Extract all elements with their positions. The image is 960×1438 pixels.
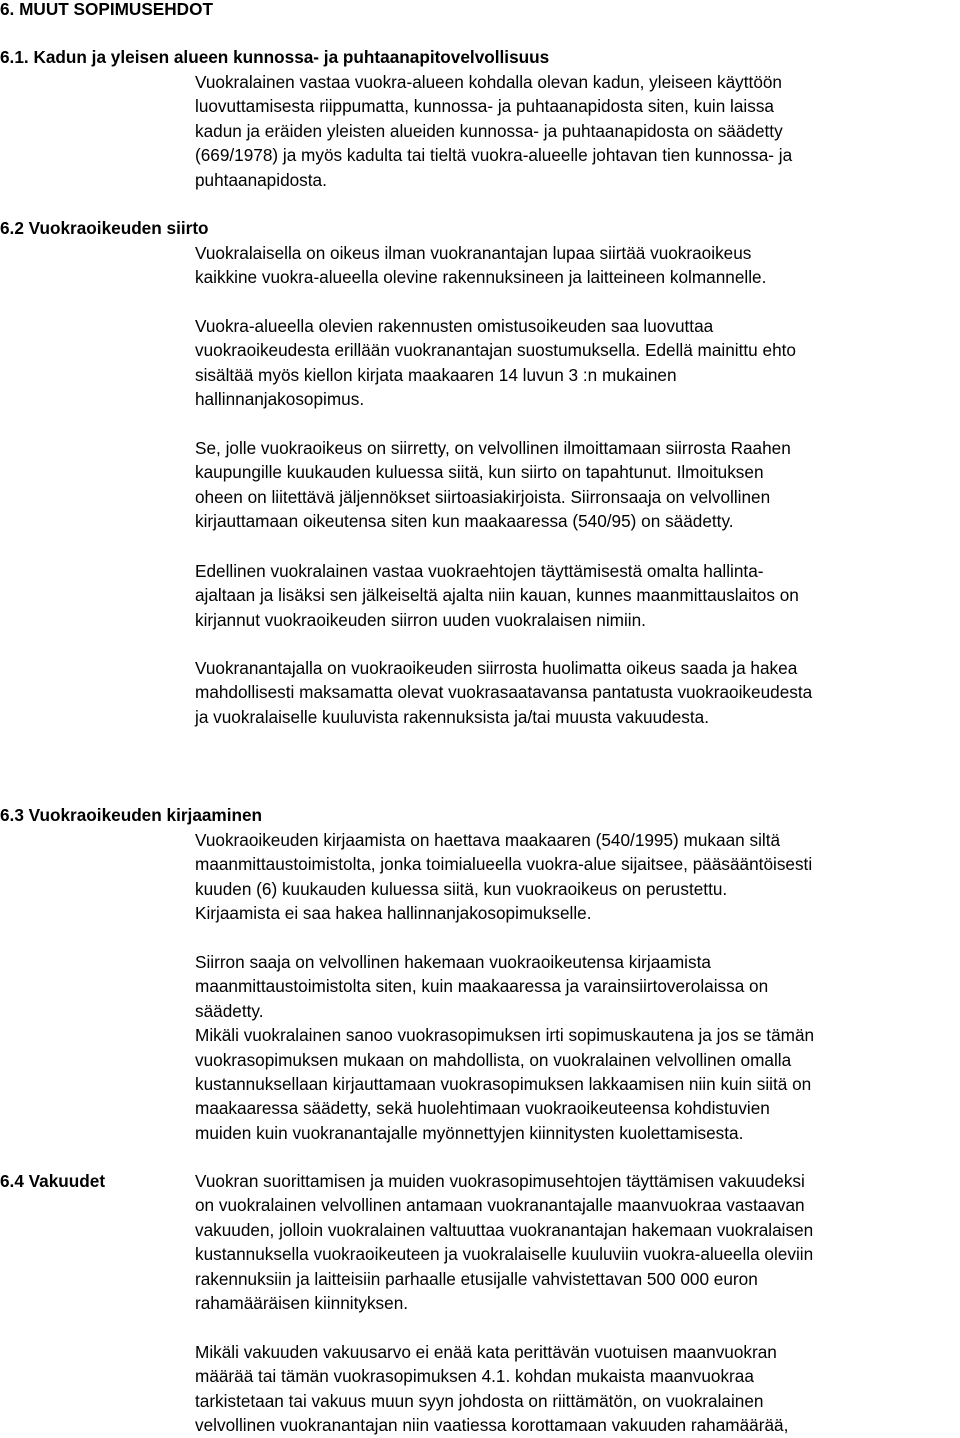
paragraph-6-2-4 [195,559,960,632]
text-line: kadun ja eräiden yleisten alueiden kunnossa- ja puhtaanapidosta on säädetty [195,120,783,141]
text-line: kaikkine vuokra-alueella olevine rakennuksineen ja laitteineen kolmannelle. [195,267,767,288]
text-line: Mikäli vuokralainen sanoo vuokrasopimuksen irti sopimuskautena ja jos se tämän [195,1025,815,1046]
text-line: hallinnanjakosopimus. [195,389,365,410]
text-line: vuokraoikeudesta erillään vuokranantajan suostumuksella. Edellä mainittu ehto [195,340,796,361]
text-line: vuokrasopimuksen mukaan on mahdollista, on vuokralainen velvollinen omalla [195,1049,792,1070]
text-line: maanmittaustoimistolta, jonka toimialueella vuokra-alue sijaitsee, pääsääntöisesti [195,854,813,875]
text-line: (669/1978) ja myös kadulta tai tieltä vuokra-alueelle johtavan tien kunnossa- ja [195,145,793,166]
text-line: Vuokralainen vastaa vuokra-alueen kohdalla olevan kadun, yleiseen käyttöön [195,72,782,92]
heading-6-2: 6.2 Vuokraoikeuden siirto [0,218,209,238]
text-line: muiden kuin vuokranantajalle myönnettyjen kiinnitysten kuolettamisesta. [195,1122,744,1143]
text-line: luovuttamisesta riippumatta, kunnossa- ja puhtaanapidosta siten, kuin laissa [195,96,774,117]
text-line: rahamääräisen kiinnityksen. [195,1293,409,1314]
text-line: velvollinen vuokranantajan niin vaatiessa korottamaan vakuuden rahamäärää, [195,1415,789,1436]
text-line: oheen on liitettävä jäljennökset siirtoasiakirjoista. Siirronsaaja on velvollinen [195,486,771,507]
text-line: Vuokralaisella on oikeus ilman vuokranantajan lupaa siirtää vuokraoikeus [195,243,752,263]
text-line: rakennuksiin ja laitteisiin parhaalle etusijalle vahvistettavan 500 000 euron [195,1268,758,1289]
text-line: maakaaressa säädetty, sekä huolehtimaan vuokraoikeuteensa kohdistuvien [195,1098,770,1119]
heading-6-3: 6.3 Vuokraoikeuden kirjaaminen [0,805,263,825]
text-line: Mikäli vakuuden vakuusarvo ei enää kata perittävän vuotuisen maanvuokran [195,1342,777,1362]
paragraph-6-3-2 [195,950,960,1145]
paragraph-6-4-2 [195,1340,960,1438]
text-line: Siirron saaja on velvollinen hakemaan vuokraoikeutensa kirjaamista [195,952,711,972]
text-line: kustannuksella vuokraoikeuteen ja vuokralaiselle kuuluviin vuokra-alueella oleviin [195,1244,814,1265]
section-title: 6. MUUT SOPIMUSEHDOT [0,0,213,19]
text-line: kirjauttamaan oikeutensa siten kun maakaaressa (540/95) on säädetty. [195,511,734,532]
text-line: Vuokran suorittamisen ja muiden vuokrasopimusehtojen täyttämisen vakuudeksi [195,1171,805,1191]
text-line: määrää tai tämän vuokrasopimuksen 4.1. kohdan mukaista maanvuokraa [195,1366,754,1387]
text-line: Vuokra-alueella olevien rakennusten omistusoikeuden saa luovuttaa [195,316,714,336]
text-line: on vuokralainen velvollinen antamaan vuokranantajalle maanvuokraa vastaavan [195,1195,805,1216]
paragraph-6-2-1 [195,241,960,290]
text-line: kirjannut vuokraoikeuden siirron uuden vuokralaisen nimiin. [195,609,646,630]
text-line: kaupungille kuukauden kuluessa siitä, kun siirto on tapahtunut. Ilmoituksen [195,462,764,483]
heading-6-1: 6.1. Kadun ja yleisen alueen kunnossa- ja puhtaanapitovelvollisuus [0,47,550,67]
paragraph-6-2-2 [195,314,960,412]
text-line: puhtaanapidosta. [195,169,327,190]
text-line: Vuokranantajalla on vuokraoikeuden siirrosta huolimatta oikeus saada ja hakea [195,658,798,678]
heading-6-4: 6.4 Vakuudet [0,1171,106,1191]
paragraph-6-3-1 [195,828,960,926]
text-line: tarkistetaan tai vakuus muun syyn johdosta on riittämätön, on vuokralainen [195,1390,764,1411]
paragraph-6-2-5 [195,656,960,729]
text-line: vakuuden, jolloin vuokralainen valtuuttaa vuokranantajan hakemaan vuokralaisen [195,1219,814,1240]
text-line: maanmittaustoimistolta siten, kuin maakaaressa ja varainsiirtoverolaissa on [195,976,769,997]
paragraph-6-4-1 [195,1169,960,1315]
text-line: Edellinen vuokralainen vastaa vuokraehtojen täyttämisestä omalta hallinta- [195,561,764,581]
text-line: mahdollisesti maksamatta olevat vuokrasaatavansa pantatusta vuokraoikeudesta [195,682,813,703]
text-line: Kirjaamista ei saa hakea hallinnanjakosopimukselle. [195,903,592,924]
text-line: Se, jolle vuokraoikeus on siirretty, on velvollinen ilmoittamaan siirrosta Raahen [195,438,791,458]
text-line: kustannuksellaan kirjauttamaan vuokrasopimuksen lakkaamisen niin kuin siitä on [195,1074,812,1095]
text-line: sisältää myös kiellon kirjata maakaaren 14 luvun 3 :n mukainen [195,364,677,385]
paragraph-6-1-1 [195,70,960,192]
text-line: kuuden (6) kuukauden kuluessa siitä, kun vuokraoikeus on perustettu. [195,878,728,899]
text-line: ja vuokralaiselle kuuluvista rakennuksista ja/tai muusta vakuudesta. [195,706,709,727]
text-line: ajaltaan ja lisäksi sen jälkeiseltä ajalta niin kauan, kunnes maanmittauslaitos on [195,585,799,606]
text-line: säädetty. [195,1000,264,1021]
paragraph-6-2-3 [195,436,960,534]
text-line: Vuokraoikeuden kirjaamista on haettava maakaaren (540/1995) mukaan siltä [195,830,781,850]
